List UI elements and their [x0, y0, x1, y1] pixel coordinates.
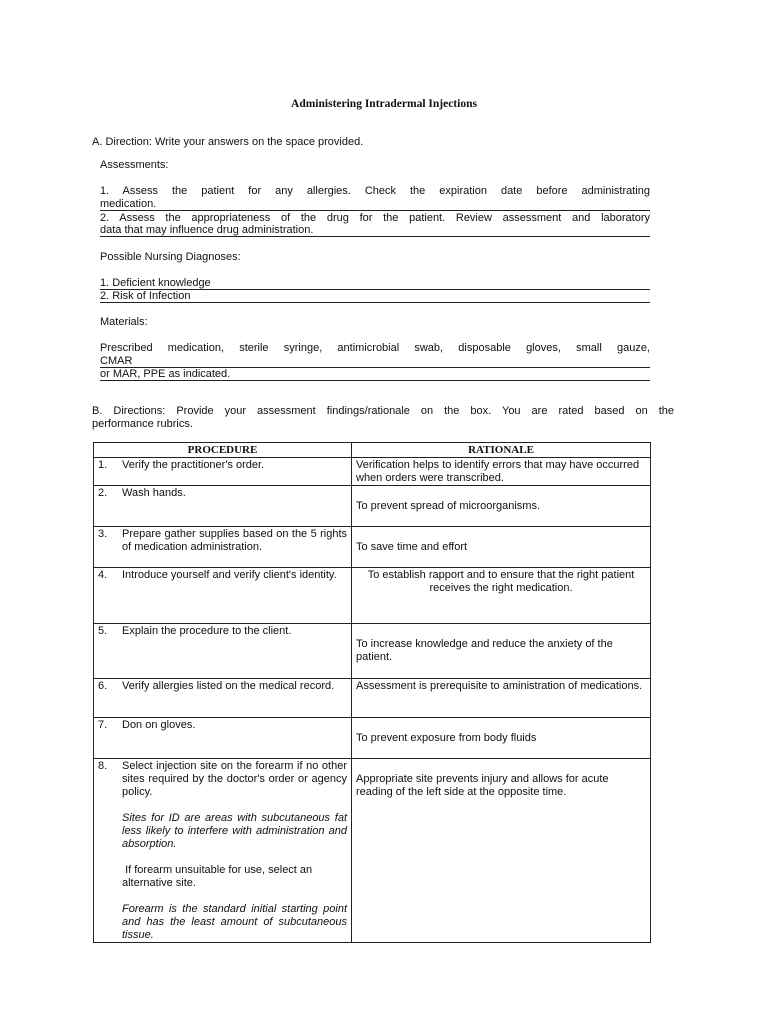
rationale-text: Appropriate site prevents injury and allows for acute reading of the left side at the opposite time. [356, 773, 609, 798]
answer-line [100, 380, 650, 381]
procedure-text: Introduce yourself and verify client's identity. [122, 569, 337, 581]
answer-line [100, 236, 650, 237]
table-row [94, 759, 651, 943]
rationale-text: To prevent spread of microorganisms. [356, 500, 541, 512]
step-number: 6. [98, 680, 108, 692]
assessment-1-line2: medication. [100, 198, 157, 210]
step-number: 3. [98, 528, 108, 540]
step-number: 5. [98, 625, 108, 637]
table-row [94, 486, 651, 527]
procedure-table [93, 442, 651, 943]
table-row [94, 527, 651, 568]
procedure-note: If forearm unsuitable for use, select an alternative site. [122, 864, 316, 889]
document-title: Administering Intradermal Injections [291, 98, 477, 110]
assessment-2-line1: 2. Assess the appropriateness of the drug for the patient. Review assessment and laboratory [100, 212, 650, 224]
answer-line [100, 210, 650, 211]
diagnosis-2: 2. Risk of Infection [100, 290, 191, 302]
procedure-note: Sites for ID are areas with subcutaneous fat less likely to interfere with administration and absorption. [122, 812, 347, 850]
section-b-direction [92, 405, 674, 431]
step-number: 2. [98, 487, 108, 499]
procedure-text: Don on gloves. [122, 719, 196, 731]
procedure-text: Select injection site on the forearm if no other sites required by the doctor's order or agency policy. [122, 760, 347, 798]
materials-line3: or MAR, PPE as indicated. [100, 368, 231, 380]
rationale-text: To establish rapport and to ensure that the right patient receives the right medication. [352, 568, 651, 624]
table-row [94, 458, 651, 486]
materials-line1: Prescribed medication, sterile syringe, antimicrobial swab, disposable gloves, small gauze, [100, 342, 650, 354]
table-row [94, 568, 651, 624]
rationale-header: RATIONALE [352, 443, 651, 458]
materials-label: Materials: [100, 316, 148, 328]
rationale-text: Verification helps to identify errors that may have occurred when orders were transcribed. [352, 458, 651, 486]
section-b-direction-line2: performance rubrics. [92, 418, 193, 430]
step-number: 8. [98, 760, 108, 772]
step-number: 7. [98, 719, 108, 731]
diagnosis-1: 1. Deficient knowledge [100, 277, 211, 289]
table-row [94, 624, 651, 679]
section-a-direction: A. Direction: Write your answers on the space provided. [92, 136, 364, 148]
step-number: 1. [98, 459, 108, 471]
assessments-label: Assessments: [100, 159, 169, 171]
materials-line2: CMAR [100, 355, 133, 367]
section-b-direction-line1: B. Directions: Provide your assessment findings/rationale on the box. You are rated based on the [92, 405, 674, 417]
step-number: 4. [98, 569, 108, 581]
assessment-1-line1: 1. Assess the patient for any allergies. Check the expiration date before administrating [100, 185, 650, 197]
procedure-text: Verify allergies listed on the medical record. [122, 680, 335, 692]
rationale-text: To save time and effort [356, 541, 468, 553]
assessment-2-line2: data that may influence drug administration. [100, 224, 314, 236]
procedure-text: Verify the practitioner's order. [122, 459, 265, 471]
procedure-note: Forearm is the standard initial starting point and has the least amount of subcutaneous tissue. [122, 903, 347, 941]
procedure-text: Prepare gather supplies based on the 5 rights of medication administration. [122, 528, 347, 553]
rationale-text: Assessment is prerequisite to aministration of medications. [352, 679, 651, 718]
rationale-text: To prevent exposure from body fluids [356, 732, 537, 744]
answer-line [100, 302, 650, 303]
procedure-text: Explain the procedure to the client. [122, 625, 292, 637]
table-header-row [94, 443, 651, 458]
procedure-header: PROCEDURE [94, 443, 352, 458]
table-row [94, 718, 651, 759]
table-row [94, 679, 651, 718]
diagnoses-label: Possible Nursing Diagnoses: [100, 251, 241, 263]
procedure-text: Wash hands. [122, 487, 186, 499]
rationale-text: To increase knowledge and reduce the anxiety of the patient. [356, 638, 613, 663]
